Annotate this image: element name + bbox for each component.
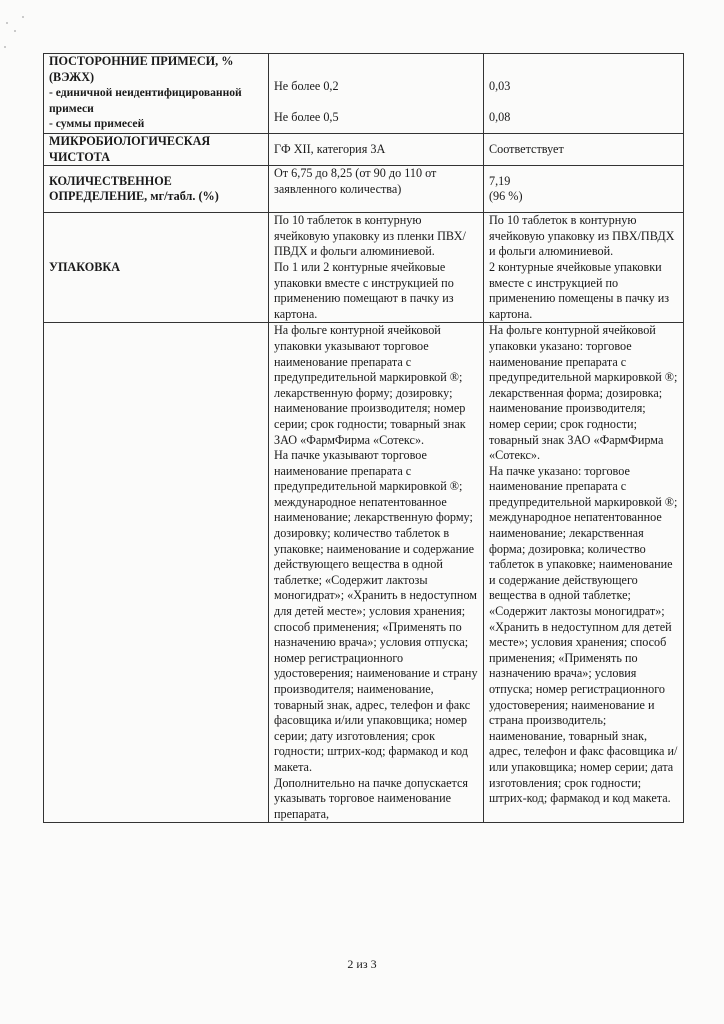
labeling-result-cell (484, 323, 684, 823)
assay-result-percent: (96 %) (489, 189, 523, 204)
labeling-norm-text: На фольге контурной ячейковой упаковки указывают торговое наименование препарата с предупредительной маркировкой ®; лекарственную форму; дозировку; наименование производителя; номер серии; срок годности; товарный знак ЗАО «ФармФирма «Сотекс». (274, 323, 466, 447)
microbio-norm: ГФ XII, категория 3А (269, 134, 484, 166)
page-number: 2 из 3 (347, 957, 377, 971)
labeling-norm-cell (269, 323, 484, 823)
table-row-packaging (44, 213, 684, 323)
packaging-result-text: По 10 таблеток в контурную ячейковую упаковку из ПВХ/ПВДХ и фольги алюминиевой. (489, 213, 675, 259)
table-row-impurities (44, 54, 684, 134)
sum-impurities-norm: Не более 0,5 (274, 109, 339, 124)
scan-speck (4, 46, 6, 48)
packaging-norm-text: По 1 или 2 контурные ячейковые упаковки вместе с инструкцией по применению помещают в пачку из картона. (274, 259, 454, 321)
labeling-norm-text: Дополнительно на пачке допускается указывать торговое наименование препарата, (274, 775, 469, 821)
indicator-name: КОЛИЧЕСТВЕННОЕ ОПРЕДЕЛЕНИЕ, мг/табл. (%) (44, 166, 269, 213)
table-row-assay (44, 166, 684, 213)
labeling-result-text: На фольге контурной ячейковой упаковки указано: торговое наименование препарата с предупредительной маркировкой ®; лекарственная форма; дозировка; наименование производителя; номер серии; срок годности; товарный знак ЗАО «ФармФирма «Сотекс». (489, 323, 678, 463)
scan-speck (22, 16, 24, 18)
assay-norm: От 6,75 до 8,25 (от 90 до 110 от заявленного количества) (269, 166, 484, 213)
packaging-result-cell (484, 213, 684, 323)
table-row-microbio (44, 134, 684, 166)
indicator-name: УПАКОВКА (44, 213, 269, 323)
sum-impurities-label: - суммы примесей (49, 117, 145, 131)
indicator-method: (ВЭЖХ) (49, 69, 95, 84)
microbio-result: Соответствует (484, 134, 684, 166)
norm-cell (269, 54, 484, 134)
indicator-name: ПОСТОРОННИЕ ПРИМЕСИ, % (49, 54, 234, 68)
result-cell (484, 54, 684, 134)
packaging-result-text: 2 контурные ячейковые упаковки вместе с инструкцией по применению помещены в пачку из картона. (489, 259, 670, 321)
single-impurity-norm: Не более 0,2 (274, 78, 339, 93)
indicator-cell-empty (44, 323, 269, 823)
single-impurity-label: - единичной неидентифицированной примеси (49, 86, 242, 115)
scan-speck (6, 22, 8, 24)
assay-result-value: 7,19 (489, 173, 511, 188)
packaging-norm-text: По 10 таблеток в контурную ячейковую упаковку из пленки ПВХ/ПВДХ и фольги алюминиевой. (274, 213, 466, 259)
indicator-name: МИКРОБИОЛОГИЧЕСКАЯ ЧИСТОТА (44, 134, 269, 166)
packaging-norm-cell (269, 213, 484, 323)
specification-table (43, 53, 684, 823)
labeling-norm-text: На пачке указывают торговое наименование препарата с предупредительной маркировкой ®; международное непатентованное наименование; лекарственную форму; дозировку; количество таблеток в упаковке; наименование и содержание действующего вещества в одной таблетке; «Содержит лактозы моногидрат»; «Хранить в недоступном для детей месте»; условия хранения; способ применения; «Применять по назначению врача»; условия отпуска; номер регистрационного удостоверения; наименование и страну производителя; наименование, товарный знак, адрес, телефон и факс фасовщика и/или упаковщика; номер серии; дату изготовления; срок годности; штрих-код; фармакод и код макета. (274, 448, 478, 774)
labeling-result-text: На пачке указано: торговое наименование препарата с предупредительной маркировкой ®; международное непатентованное наименование; лекарственная форма; дозировка; количество таблеток в упаковке; наименование и содержание действующего вещества в одной таблетке; «Содержит лактозы моногидрат»; «Хранить в недоступном для детей месте»; условия хранения; способ применения; «Применять по назначению врача»; условия отпуска; номер регистрационного удостоверения; наименование и страна производитель; наименование, товарный знак, адрес, телефон и факс фасовщика и/или упаковщика; номер серии; дата изготовления; срок годности; штрих-код; фармакод и код макета. (489, 463, 678, 806)
assay-result-cell (484, 166, 684, 213)
scan-speck (14, 30, 16, 32)
table-row-labeling (44, 323, 684, 823)
indicator-cell (44, 54, 269, 134)
sum-impurities-result: 0,08 (489, 109, 511, 124)
single-impurity-result: 0,03 (489, 78, 511, 93)
